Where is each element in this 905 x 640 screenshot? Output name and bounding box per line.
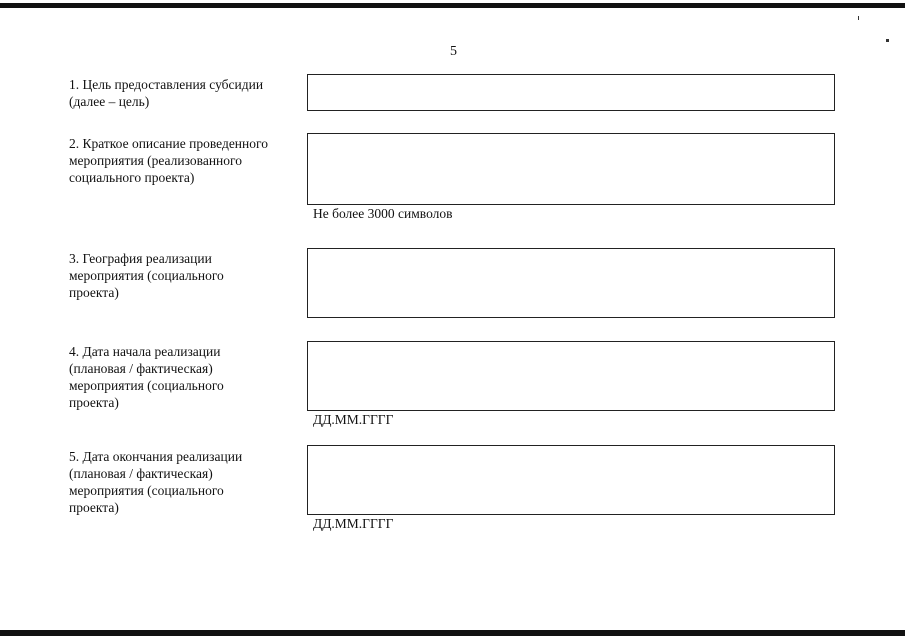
field-label-start-date: 4. Дата начала реализации (плановая / фактическая) мероприятия (социального проекта) [69,344,224,410]
scan-speck [858,16,859,20]
field-label-geography: 3. География реализации мероприятия (социального проекта) [69,251,224,300]
field-hint-description: Не более 3000 символов [313,206,453,221]
field-label-goal: 1. Цель предоставления субсидии (далее – цель) [69,77,264,109]
field-box-geography[interactable] [307,248,835,318]
bottom-border-rule [0,630,905,636]
field-hint-start-date: ДД.ММ.ГГГГ [313,412,394,427]
field-box-goal[interactable] [307,74,835,111]
scan-speck [886,39,889,42]
field-box-end-date[interactable] [307,445,835,515]
field-box-description[interactable] [307,133,835,205]
field-label-end-date: 5. Дата окончания реализации (плановая / фактическая) мероприятия (социального проекта) [69,449,243,515]
field-hint-end-date: ДД.ММ.ГГГГ [313,516,394,531]
page-number: 5 [450,44,457,59]
field-label-description: 2. Краткое описание проведенного мероприятия (реализованного социального проекта) [69,136,268,185]
field-box-start-date[interactable] [307,341,835,411]
top-border-rule [0,3,905,8]
